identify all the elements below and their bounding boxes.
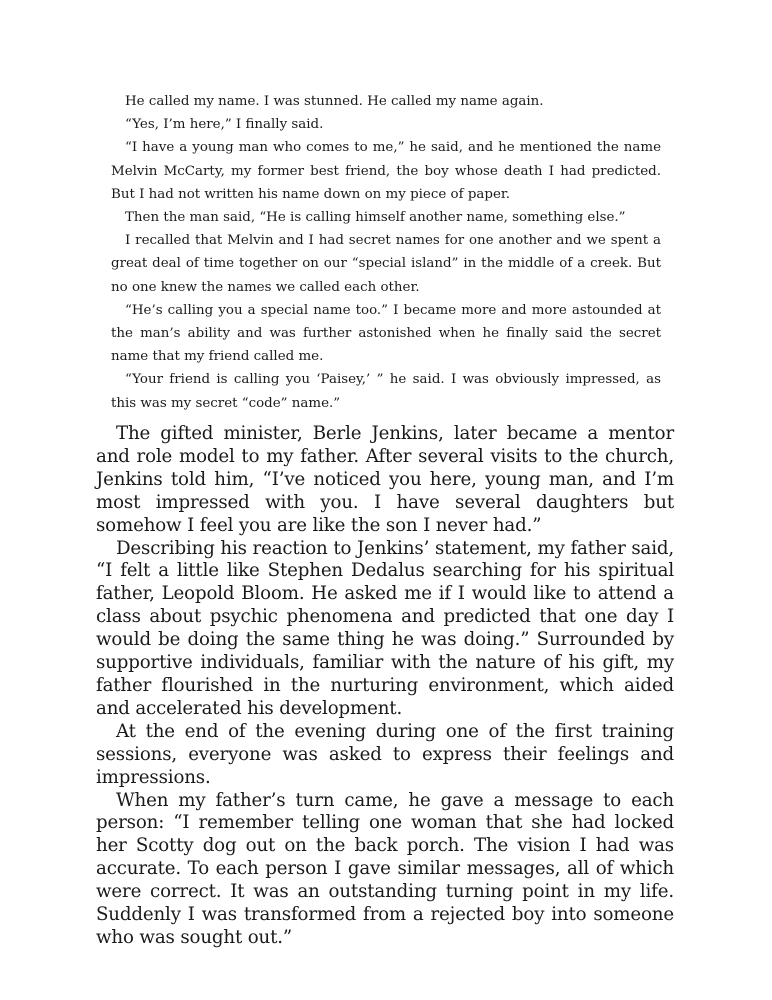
quote-paragraph: Then the man said, “He is calling himself another name, something else.”: [125, 210, 626, 226]
quote-paragraph: “He’s calling you a special name too.” I became more and more astounded at the man’s ability and was further astonished when he finally said the secret name that my friend called me.: [111, 302, 661, 365]
body-paragraph: When my father’s turn came, he gave a message to each person: “I remember telling one woman that she had locked her Scotty dog out on the back porch. The vision I had was accurate. To each person I gave similar messages, all of which were correct. It was an outstanding turning point in my life. Suddenly I was transformed from a rejected boy into someone who was sought out.”: [96, 789, 674, 948]
quote-paragraph: “Yes, I’m here,” I finally said.: [125, 117, 324, 133]
block-quote: [111, 90, 661, 415]
quote-paragraph: “Your friend is calling you ‘Paisey,’ ” he said. I was obviously impressed, as this was my secret “code” name.”: [111, 372, 661, 411]
body-paragraph: The gifted minister, Berle Jenkins, later became a mentor and role model to my father. After several visits to the church, Jenkins told him, “I’ve noticed you here, young man, and I’m most impressed with you. I have several daughters but somehow I feel you are like the son I never had.”: [96, 423, 674, 536]
body-text: [96, 423, 674, 950]
quote-paragraph: He called my name. I was stunned. He called my name again.: [125, 94, 544, 109]
body-paragraph: Describing his reaction to Jenkins’ statement, my father said, “I felt a little like Stephen Dedalus searching for his spiritual father, Leopold Bloom. He asked me if I would like to attend a class about psychic phenomena and predicted that one day I would be doing the same thing he was doing.” Surrounded by supportive individuals, familiar with the nature of his gift, my father flourished in the nurturing environment, which aided and accelerated his development.: [96, 537, 674, 719]
body-paragraph: At the end of the evening during one of the first training sessions, everyone was asked to express their feelings and impressions.: [96, 720, 674, 788]
quote-paragraph: “I have a young man who comes to me,” he said, and he mentioned the name Melvin McCarty, my former best friend, the boy whose death I had predicted. But I had not written his name down on my piece of paper.: [111, 140, 661, 202]
quote-paragraph: I recalled that Melvin and I had secret names for one another and we spent a great deal of time together on our “special island” in the middle of a creek. But no one knew the names we called each other.: [111, 233, 661, 295]
